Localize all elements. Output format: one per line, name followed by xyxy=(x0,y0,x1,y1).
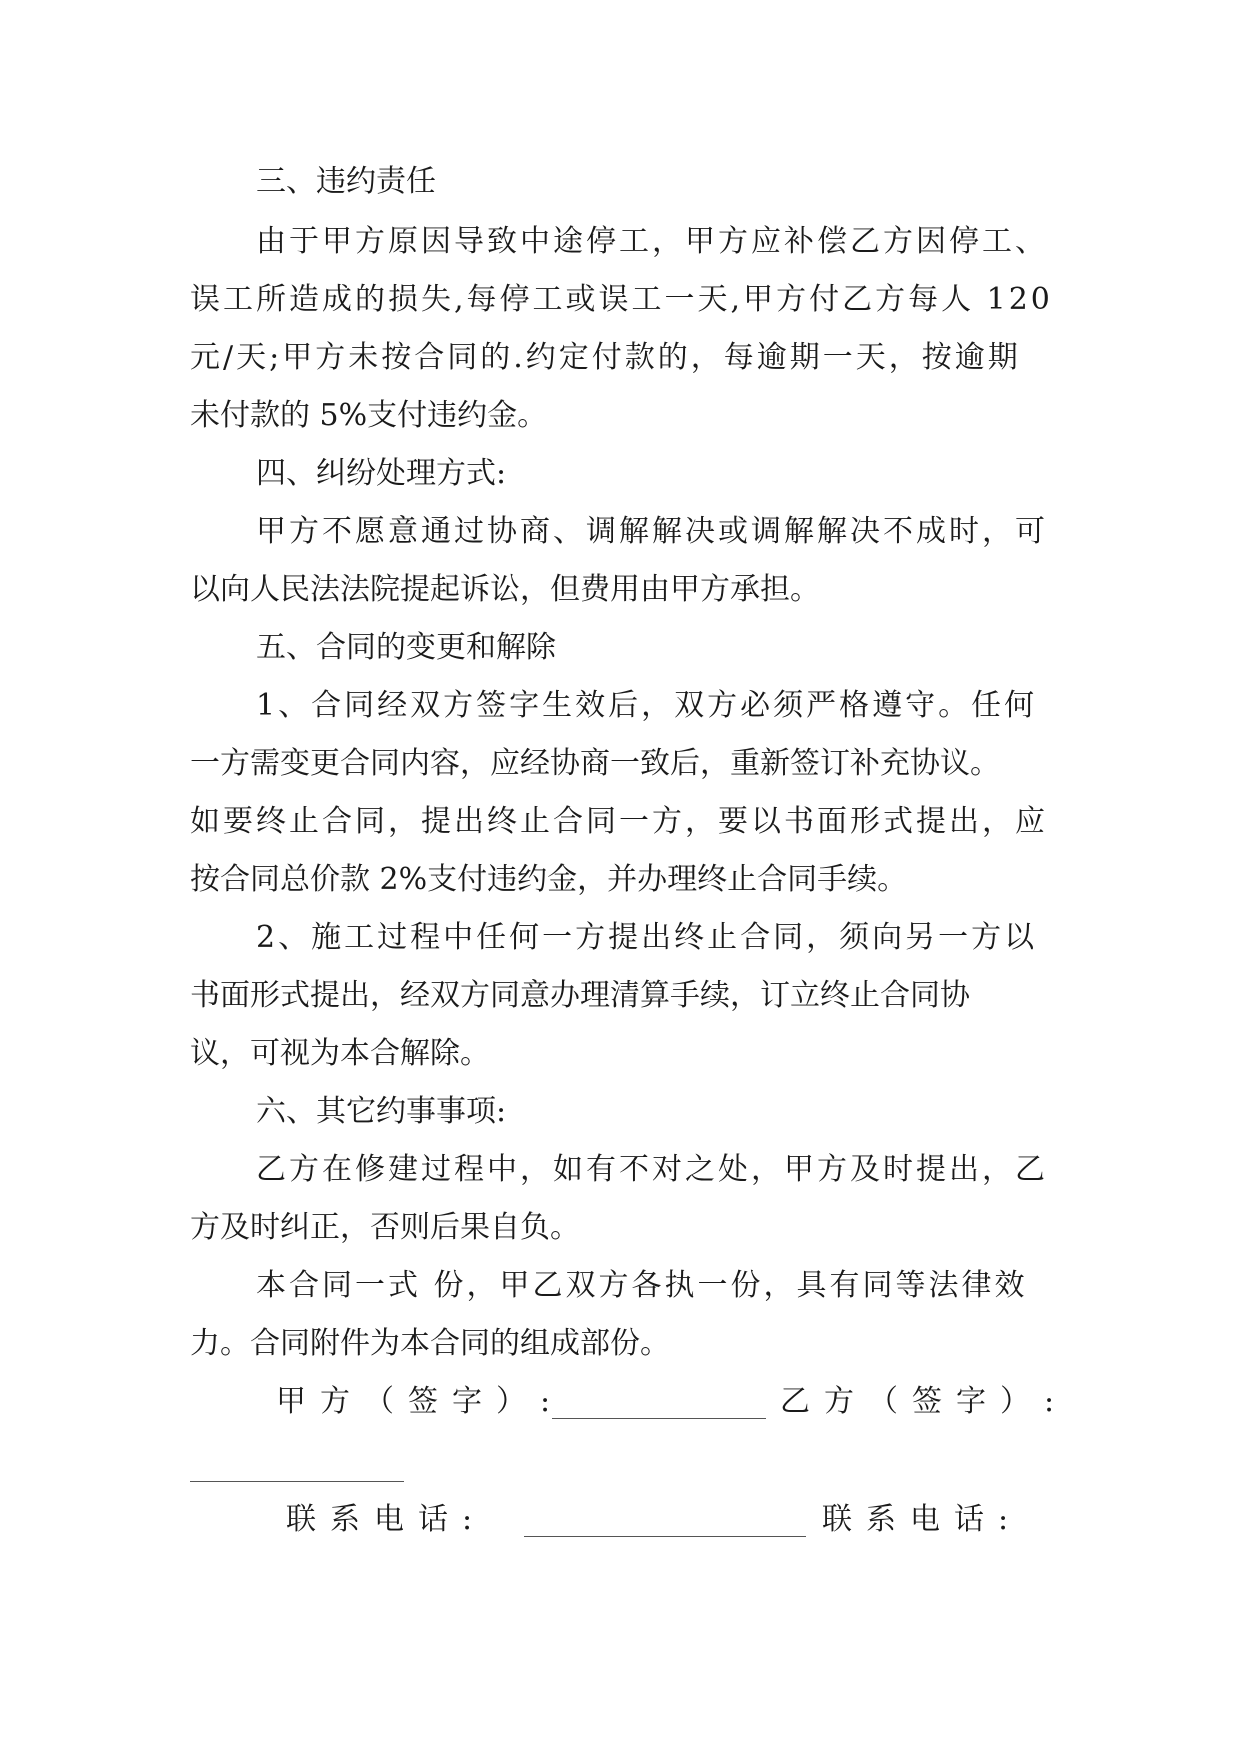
paragraph-line: 1、合同经双方签字生效后，双方必须严格遵守。任何 xyxy=(256,688,1038,723)
paragraph-line: 甲方不愿意通过协商、调解解决或调解解决不成时，可 xyxy=(256,514,1048,549)
paragraph-line: 2、施工过程中任何一方提出终止合同，须向另一方以 xyxy=(256,920,1038,955)
paragraph-line: 如要终止合同，提出终止合同一方，要以书面形式提出，应 xyxy=(190,804,1048,839)
party-a-phone-label: 联系电话: xyxy=(286,1502,487,1537)
party-a-phone-blank xyxy=(524,1510,806,1537)
party-b-signature-label: 乙方（签字）: xyxy=(780,1384,1069,1419)
paragraph-line: 一方需变更合同内容，应经协商一致后，重新签订补充协议。 xyxy=(190,746,1000,781)
section-heading-other: 六、其它约事事项: xyxy=(256,1094,507,1129)
paragraph-line: 未付款的 5%支付违约金。 xyxy=(190,398,548,433)
party-b-phone-label: 联系电话: xyxy=(822,1502,1023,1537)
paragraph-line: 以向人民法法院提起诉讼，但费用由甲方承担。 xyxy=(190,572,820,607)
paragraph-line: 乙方在修建过程中，如有不对之处，甲方及时提出，乙 xyxy=(256,1152,1048,1187)
paragraph-line: 议，可视为本合解除。 xyxy=(190,1036,490,1071)
section-heading-breach: 三、违约责任 xyxy=(256,164,436,199)
paragraph-line: 由于甲方原因导致中途停工，甲方应补偿乙方因停工、 xyxy=(256,224,1048,259)
paragraph-line: 误工所造成的损失,每停工或误工一天,甲方付乙方每人 120 xyxy=(190,282,1053,317)
paragraph-line: 元/天;甲方未按合同的.约定付款的，每逾期一天，按逾期 xyxy=(190,340,1021,375)
party-b-signature-blank xyxy=(190,1481,404,1482)
party-a-signature-blank xyxy=(552,1392,766,1419)
party-a-signature-label: 甲方（签字）: xyxy=(276,1384,565,1419)
paragraph-line: 按合同总价款 2%支付违约金，并办理终止合同手续。 xyxy=(190,862,908,897)
paragraph-line: 力。合同附件为本合同的组成部份。 xyxy=(190,1326,670,1361)
paragraph-line: 本合同一式 份，甲乙双方各执一份，具有同等法律效 xyxy=(256,1268,1028,1303)
section-heading-dispute: 四、纠纷处理方式: xyxy=(256,456,507,491)
paragraph-line: 方及时纠正，否则后果自负。 xyxy=(190,1210,580,1245)
paragraph-line: 书面形式提出，经双方同意办理清算手续，订立终止合同协 xyxy=(190,978,970,1013)
section-heading-change: 五、合同的变更和解除 xyxy=(256,630,556,665)
